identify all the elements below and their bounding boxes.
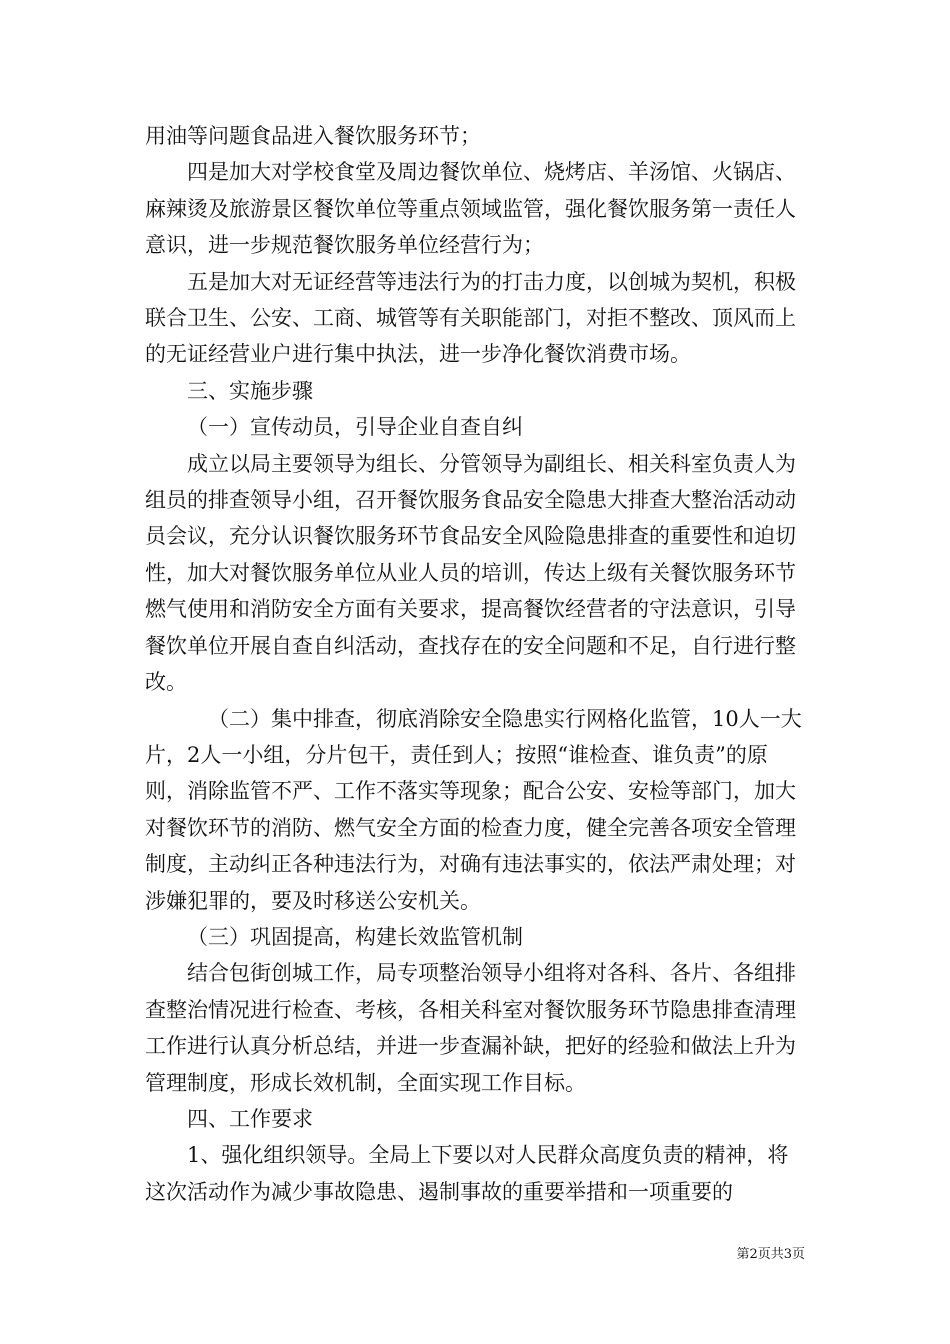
paragraph-strengthen-leadership: 1、强化组织领导。全局上下要以对人民群众高度负责的精神，将这次活动作为减少事故隐患、遏制事故的重要举措和一项重要的 [145, 1143, 789, 1204]
paragraph-continuation: 用油等问题食品进入餐饮服务环节； [145, 124, 481, 148]
document-body [145, 118, 805, 1210]
subheading-consolidate-improve: （三）巩固提高，构建长效监管机制 [187, 924, 523, 949]
subheading-publicity-mobilization: （一）宣传动员，引导企业自查自纠 [187, 415, 523, 440]
paragraph-item-four: 四是加大对学校食堂及周边餐饮单位、烧烤店、羊汤馆、火锅店、麻辣烫及旅游景区餐饮单位等重点领域监管，强化餐饮服务第一责任人意识，进一步规范餐饮服务单位经营行为； [145, 160, 796, 258]
section-heading-work-requirements: 四、工作要求 [187, 1106, 313, 1131]
paragraph-centralized-inspection: （二）集中排查，彻底消除安全隐患实行网格化监管，10人一大片，2人一小组，分片包干，责任到人；按照“谁检查、谁负责”的原则，消除监管不严、工作不落实等现象；配合公安、安检等部门，加大对餐饮环节的消防、燃气安全方面的检查力度，健全完善各项安全管理制度，主动纠正各种违法行为，对确有违法事实的，依法严肃处理；对涉嫌犯罪的，要及时移送公安机关。 [145, 706, 802, 913]
section-heading-implementation-steps: 三、实施步骤 [187, 378, 313, 403]
paragraph-item-five: 五是加大对无证经营等违法行为的打击力度，以创城为契机，积极联合卫生、公安、工商、城管等有关职能部门，对拒不整改、顶风而上的无证经营业户进行集中执法，进一步净化餐饮消费市场。 [145, 269, 796, 367]
page-number: 第2页共3页 [736, 1247, 805, 1262]
paragraph-leadership-group: 成立以局主要领导为组长、分管领导为副组长、相关科室负责人为组员的排查领导小组，召开餐饮服务食品安全隐患大排查大整治活动动员会议，充分认识餐饮服务环节食品安全风险隐患排查的重要性和迫切性，加大对餐饮服务单位从业人员的培训，传达上级有关餐饮服务环节燃气使用和消防安全方面有关要求，提高餐饮经营者的守法意识，引导餐饮单位开展自查自纠活动，查找存在的安全问题和不足，自行进行整改。 [145, 451, 796, 695]
paragraph-long-term-mechanism: 结合包街创城工作，局专项整治领导小组将对各科、各片、各组排查整治情况进行检查、考核，各相关科室对餐饮服务环节隐患排查清理工作进行认真分析总结，并进一步查漏补缺，把好的经验和做法上升为管理制度，形成长效机制，全面实现工作目标。 [145, 961, 796, 1095]
